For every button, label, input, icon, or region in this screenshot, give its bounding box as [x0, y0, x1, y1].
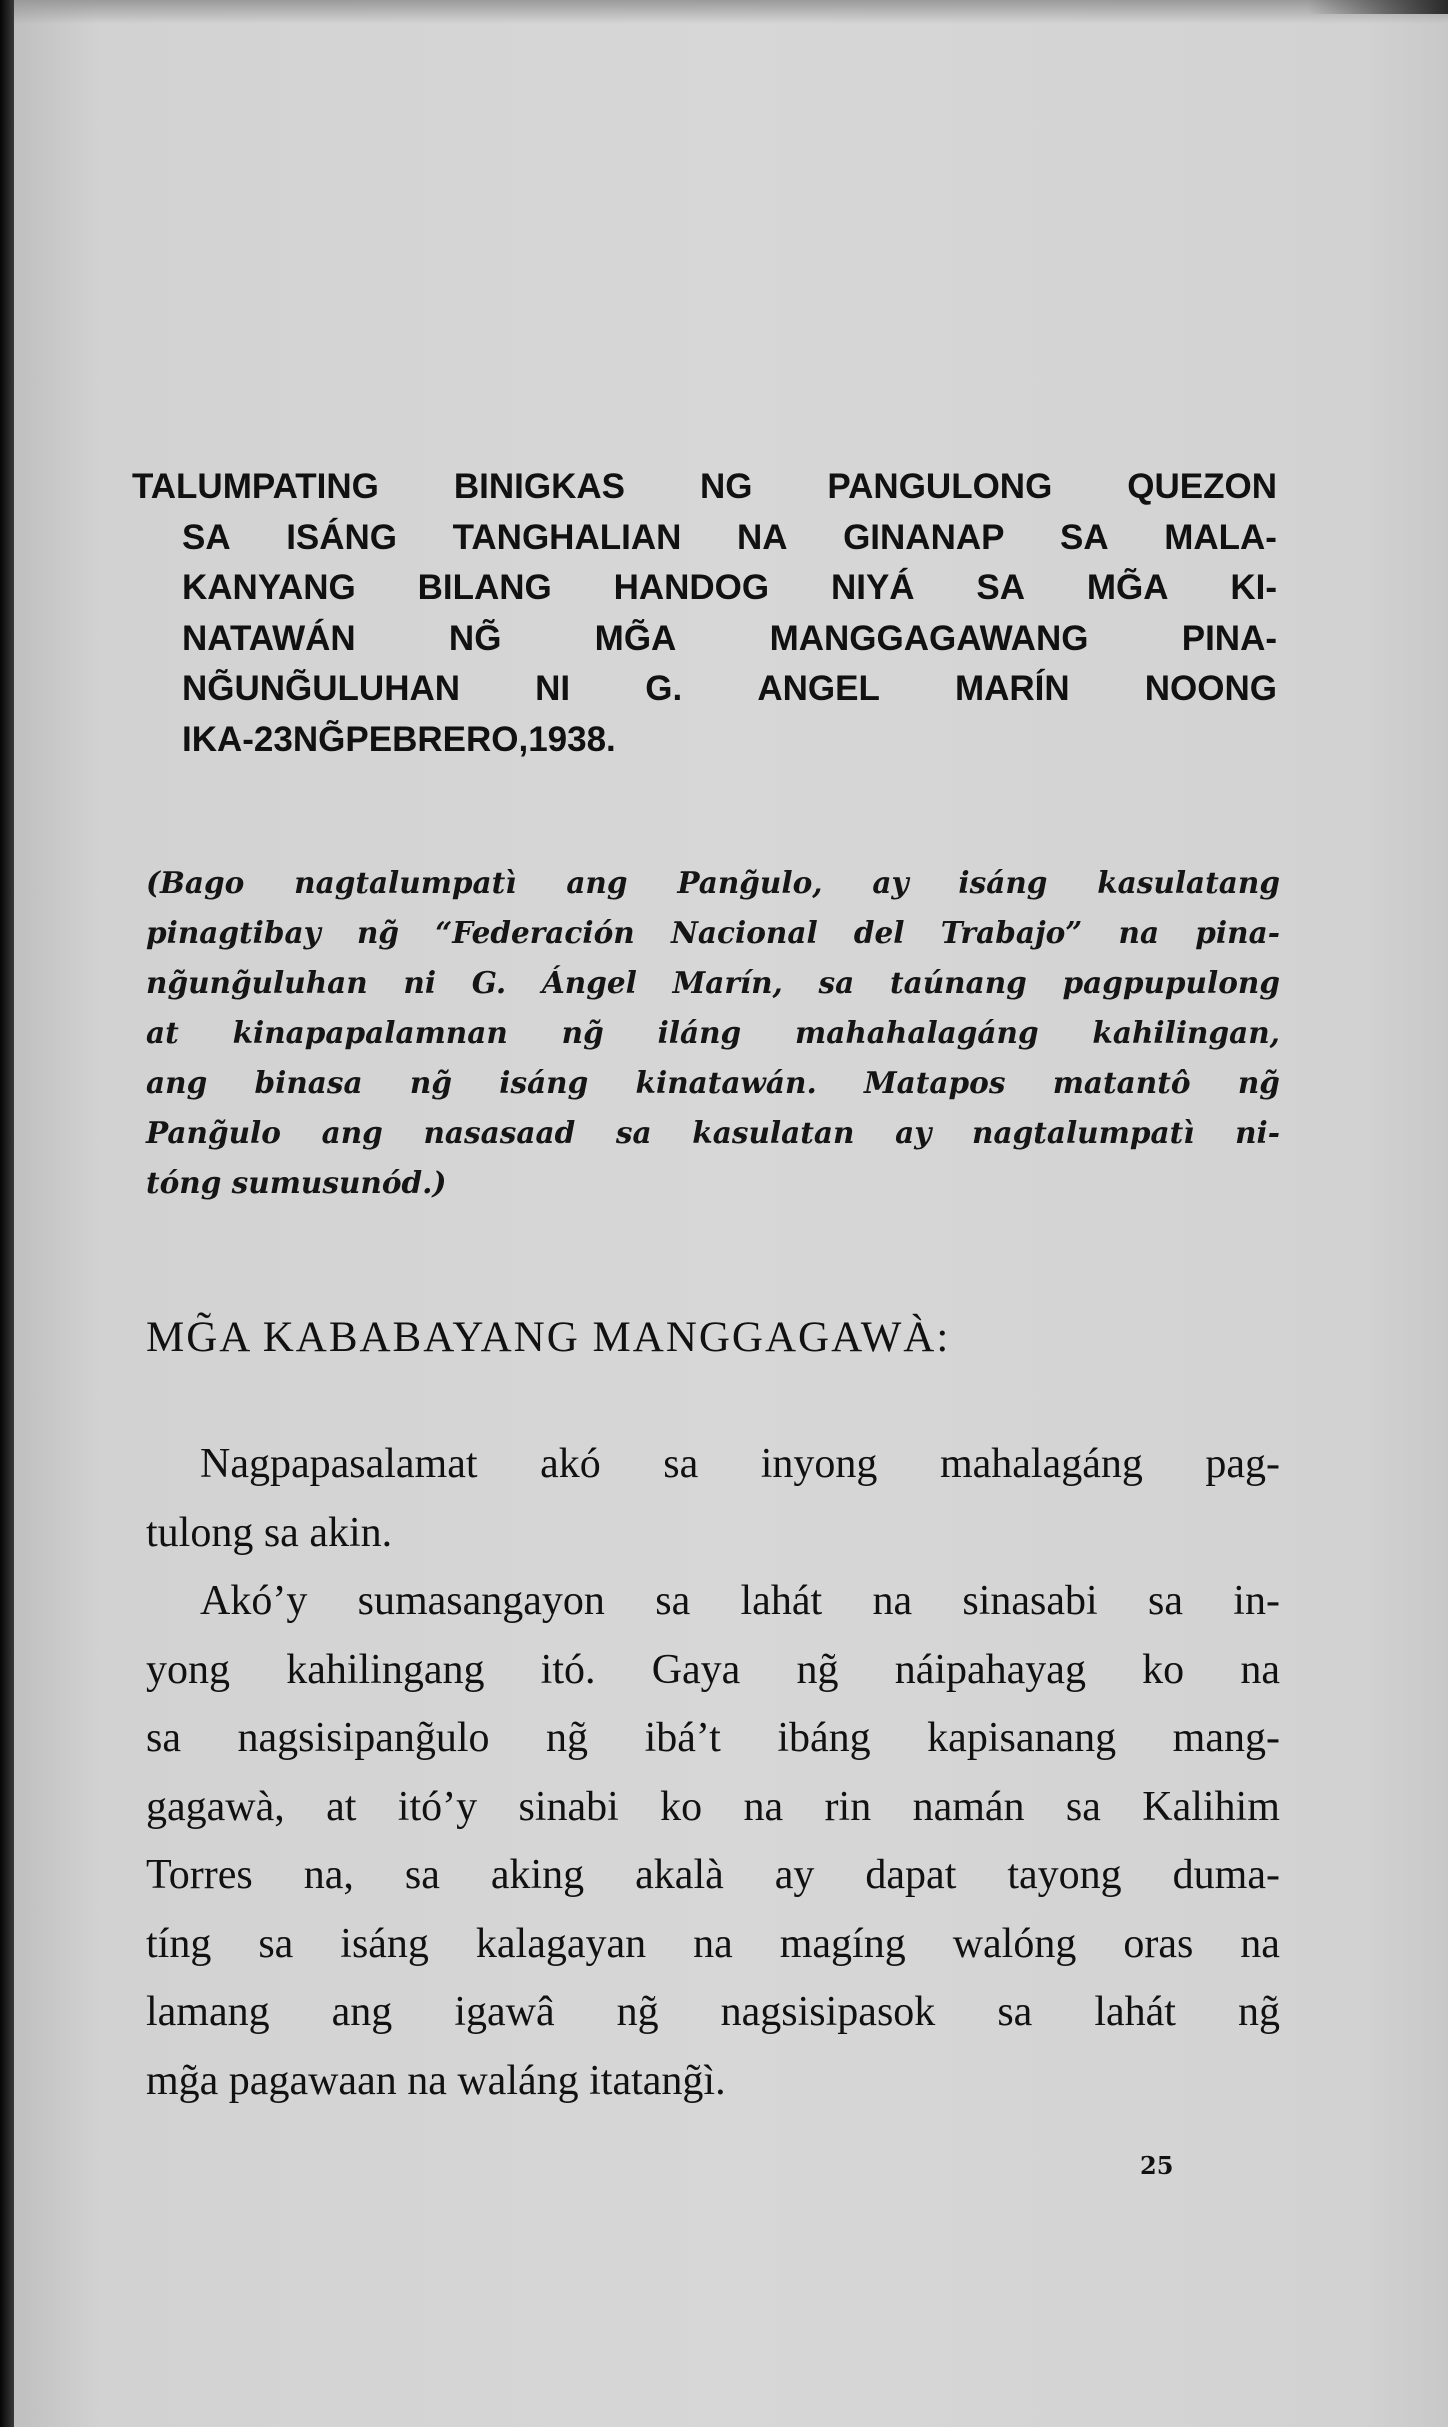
word: in- — [1233, 1578, 1280, 1624]
word: TANGHALIAN — [452, 517, 682, 557]
word: MANGGAGAWANG — [769, 618, 1089, 658]
word: oras — [1123, 1920, 1194, 1967]
word: kalagayan — [475, 1920, 647, 1967]
word: Marín, — [672, 965, 783, 1000]
word: NG̃ — [292, 719, 346, 759]
word: tayong — [1007, 1852, 1122, 1898]
word: isáng — [340, 1920, 429, 1967]
title-line — [132, 563, 1277, 614]
word: namán — [912, 1783, 1025, 1830]
word: 1938. — [528, 719, 616, 759]
word: kapisanang — [927, 1715, 1117, 1761]
word: kinatawán. — [635, 1065, 817, 1100]
word: na — [693, 1920, 733, 1967]
body-line — [146, 1704, 1280, 1773]
page-top-shadow — [14, 0, 1448, 24]
word: ay — [774, 1852, 815, 1898]
word: na — [1240, 1920, 1280, 1967]
word: lahát — [740, 1578, 823, 1624]
word: isáng — [958, 865, 1048, 900]
word: kinapapalamnan — [232, 1015, 508, 1050]
title-line — [132, 462, 1277, 513]
word: binasa — [254, 1065, 363, 1100]
word: nagtalumpatì — [294, 865, 517, 900]
intro-line — [146, 1058, 1280, 1108]
word: MG̃A — [594, 618, 677, 658]
intro-line: tóng sumusunód.) — [146, 1165, 447, 1200]
title-line — [132, 614, 1277, 665]
word: KI- — [1230, 568, 1277, 607]
word: mahahalagáng — [795, 1015, 1039, 1050]
word: na — [872, 1578, 913, 1624]
word: ng̃ — [546, 1715, 589, 1761]
word: ng̃ — [1237, 1065, 1280, 1100]
word: nagsisipang̃ulo — [237, 1715, 490, 1761]
word: sa — [655, 1578, 691, 1624]
word: KANYANG — [182, 568, 356, 607]
word: mahalagáng — [939, 1441, 1143, 1487]
word: nagsisipasok — [720, 1989, 936, 2035]
word: na — [743, 1783, 784, 1830]
word: BINIGKAS — [453, 467, 625, 506]
word: kasulatang — [1097, 865, 1280, 900]
word: NIYÁ — [830, 568, 915, 607]
word: na — [1118, 915, 1160, 950]
word: ni — [403, 965, 437, 1000]
word: ibáng — [777, 1715, 871, 1761]
word: sumasangayon — [357, 1578, 605, 1624]
word: G. — [471, 965, 507, 1000]
word: gagawà, — [146, 1783, 285, 1830]
title-line — [132, 513, 1277, 564]
word: at — [326, 1783, 357, 1830]
word: isáng — [499, 1065, 589, 1100]
word: ISÁNG — [286, 517, 398, 557]
word: kahilingang — [286, 1646, 485, 1693]
word: Akó’y — [200, 1578, 308, 1624]
word: sa — [818, 965, 855, 1000]
word: PANGULONG — [827, 467, 1053, 506]
word: ang — [321, 1115, 383, 1150]
word: rin — [824, 1783, 872, 1830]
word: tíng — [146, 1920, 212, 1967]
intro-line — [146, 1108, 1280, 1158]
word: sinabi — [518, 1783, 619, 1830]
intro-line — [146, 858, 1280, 908]
word: QUEZON — [1127, 467, 1277, 506]
word: pag- — [1205, 1441, 1280, 1487]
word: NOONG — [1144, 669, 1277, 708]
word: NG̃UNG̃ULUHAN — [182, 669, 461, 708]
word: kasulatan — [692, 1115, 855, 1150]
intro-note — [146, 858, 1280, 1208]
body-line — [146, 1773, 1280, 1842]
word: yong — [146, 1646, 230, 1693]
word: SA — [1060, 517, 1109, 557]
word: SA — [182, 517, 231, 557]
word: NI — [535, 669, 571, 708]
intro-line — [146, 908, 1280, 958]
word: sa — [404, 1852, 440, 1898]
word: na — [1240, 1646, 1280, 1693]
word: Pang̃ulo — [146, 1115, 281, 1150]
word: duma- — [1172, 1852, 1280, 1898]
page-corner-shadow — [1308, 0, 1448, 14]
word: nasasaad — [423, 1115, 576, 1150]
word: HANDOG — [613, 568, 770, 607]
word: Nacional — [670, 915, 818, 950]
word: na, — [303, 1852, 354, 1898]
word: iláng — [657, 1015, 742, 1050]
word: SA — [976, 568, 1026, 607]
word: NA — [736, 517, 788, 557]
body-line — [146, 1567, 1280, 1636]
word: del — [853, 915, 905, 950]
word: Matapos — [864, 1065, 1006, 1100]
word: sa — [663, 1441, 699, 1487]
word: walóng — [952, 1920, 1077, 1967]
word: Trabajo” — [940, 915, 1083, 950]
word: TALUMPATING — [132, 467, 379, 506]
word: itó’y — [397, 1783, 478, 1830]
word: ang — [146, 1065, 208, 1100]
body-line — [146, 1978, 1280, 2047]
word: ibá’t — [644, 1715, 721, 1761]
word: dapat — [865, 1852, 957, 1898]
word: ANGEL — [757, 669, 880, 708]
word: Ángel — [541, 965, 637, 1000]
word: ng̃ — [409, 1065, 452, 1100]
page-number: 25 — [1140, 2151, 1174, 2180]
word: sa — [146, 1715, 181, 1761]
word: nagtalumpatì — [972, 1115, 1195, 1150]
word: NATAWÁN — [182, 618, 356, 658]
word: náipahayag — [894, 1646, 1086, 1693]
word: sa — [258, 1920, 294, 1967]
word: sa — [1148, 1578, 1183, 1624]
body-line: tulong sa akin. — [146, 1509, 393, 1556]
word: sa — [615, 1115, 652, 1150]
word: ay — [895, 1115, 932, 1150]
body-line — [146, 1910, 1280, 1979]
word: Gaya — [651, 1646, 741, 1693]
word: BILANG — [417, 568, 552, 607]
body-line: mg̃a pagawaan na waláng itatang̃ì. — [146, 2057, 726, 2104]
document-page — [14, 0, 1448, 2427]
book-gutter-edge — [0, 0, 14, 2427]
word: ng̃ung̃uluhan — [146, 965, 368, 1000]
word: lahát — [1094, 1989, 1176, 2035]
word: ng̃ — [1237, 1989, 1280, 2035]
word: Torres — [146, 1852, 253, 1898]
word: (Bago — [146, 865, 245, 900]
word: ng̃ — [796, 1646, 839, 1693]
body-line — [146, 1841, 1280, 1910]
intro-line — [146, 958, 1280, 1008]
word: PEBRERO, — [345, 719, 529, 759]
word: sa — [1065, 1783, 1101, 1830]
title-line — [132, 664, 1277, 715]
word: ng̃ — [616, 1989, 659, 2035]
word: ay — [872, 865, 909, 900]
word: kahilingan, — [1092, 1015, 1280, 1050]
body-line — [146, 1430, 1280, 1499]
word: pinagtibay — [146, 915, 321, 950]
word: sinasabi — [962, 1578, 1098, 1624]
word: ko — [1142, 1646, 1185, 1693]
word: ni- — [1235, 1115, 1280, 1150]
word: magíng — [779, 1920, 906, 1967]
word: IKA-23 — [182, 719, 293, 759]
word: ng̃ — [356, 915, 400, 950]
word: MG̃A — [1086, 568, 1169, 607]
title-line — [132, 715, 1277, 766]
word: pagpupulong — [1062, 965, 1280, 1000]
word: ng̃ — [561, 1015, 604, 1050]
word: aking — [490, 1852, 585, 1898]
word: taúnang — [889, 965, 1027, 1000]
word: at — [146, 1015, 179, 1050]
word: “Federación — [435, 915, 635, 950]
word: MARÍN — [954, 669, 1070, 708]
word: inyong — [760, 1441, 878, 1487]
word: G. — [645, 669, 683, 708]
word: Kalihim — [1142, 1783, 1280, 1830]
speech-title — [132, 462, 1277, 765]
word: Nagpapasalamat — [200, 1441, 478, 1487]
word: akalà — [635, 1852, 724, 1898]
body-line — [146, 1636, 1280, 1705]
word: MALA- — [1164, 517, 1277, 557]
word: pina- — [1195, 915, 1280, 950]
word: akó — [540, 1441, 601, 1487]
word: ang — [331, 1989, 393, 2035]
word: igawâ — [454, 1989, 555, 2035]
word: lamang — [146, 1989, 270, 2035]
intro-line — [146, 1008, 1280, 1058]
word: GINANAP — [843, 517, 1005, 557]
speech-body — [146, 1430, 1280, 2115]
word: ang — [566, 865, 628, 900]
word: NG — [699, 467, 753, 506]
word: NG̃ — [448, 618, 502, 658]
word: sa — [997, 1989, 1033, 2035]
salutation: MG̃A KABABAYANG MANGGAGAWÀ: — [146, 1314, 951, 1361]
word: itó. — [540, 1646, 596, 1693]
word: Pang̃ulo, — [677, 865, 823, 900]
word: ko — [660, 1783, 703, 1830]
word: PINA- — [1181, 618, 1277, 658]
word: mang- — [1172, 1715, 1280, 1761]
word: matantô — [1052, 1065, 1191, 1100]
